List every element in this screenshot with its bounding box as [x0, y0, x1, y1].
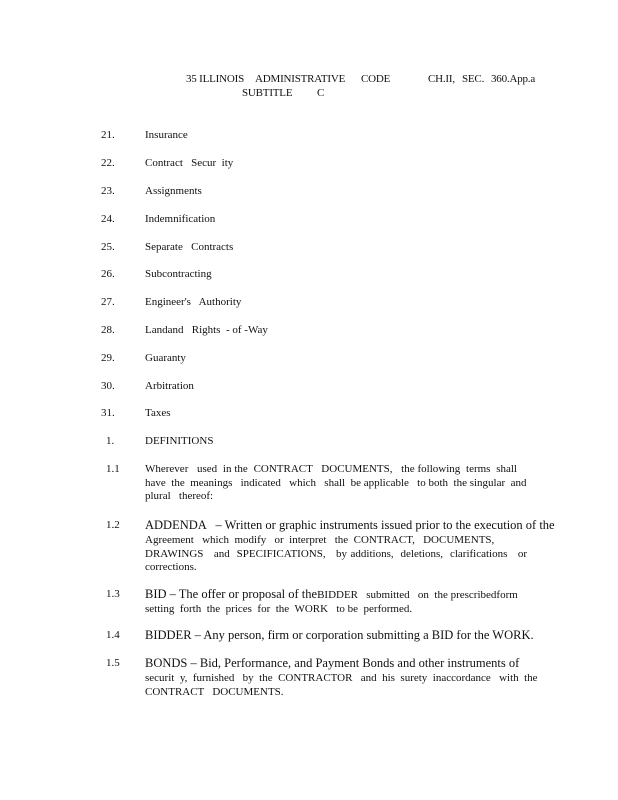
definition-line: setting forth the prices for the WORK to be performed.: [145, 603, 413, 615]
definition-line: DRAWINGS and SPECIFICATIONS, by additions, deletions, clarifications or: [145, 547, 527, 560]
list-item-label: Landand Rights - of -Way: [145, 324, 268, 336]
list-item-label: Engineer's Authority: [145, 296, 242, 308]
list-item-label: Subcontracting: [145, 268, 212, 280]
header-section-number: 360.App.a: [491, 73, 536, 85]
section-number: 1.: [106, 435, 115, 447]
section-title: DEFINITIONS: [145, 435, 214, 447]
definition-text: [145, 463, 537, 504]
definition-line: have the meanings indicated which shall be applicable to both the singular and: [145, 476, 527, 489]
definition-term-line: BONDS – Bid, Performance, and Payment Bonds and other instruments of: [145, 656, 520, 670]
list-item-number: 28.: [101, 324, 115, 336]
list-item-label: Contract Secur ity: [145, 157, 234, 169]
header-sec: SEC.: [462, 73, 485, 85]
definition-number: 1.4: [106, 629, 120, 641]
definition-text: [145, 588, 537, 617]
definition-term: BID – The offer or proposal of the: [145, 587, 318, 601]
list-item-label: Separate Contracts: [145, 241, 234, 253]
header-subtitle: SUBTITLE: [242, 87, 293, 99]
list-item-number: 22.: [101, 157, 115, 169]
list-item-number: 21.: [101, 129, 115, 141]
definition-line: Agreement which modify or interpret the CONTRACT, DOCUMENTS,: [145, 534, 495, 546]
definition-number: 1.3: [106, 588, 120, 600]
definition-line: Wherever used in the CONTRACT DOCUMENTS, the following terms shall: [145, 463, 517, 475]
header-chapter: CH.II,: [428, 73, 455, 85]
list-item-label: Indemnification: [145, 213, 216, 225]
definition-term-line: BIDDER – Any person, firm or corporation submitting a BID for the WORK.: [145, 628, 534, 642]
list-item-label: Insurance: [145, 129, 188, 141]
definition-line: plural thereof:: [145, 490, 214, 502]
list-item-number: 30.: [101, 380, 115, 392]
header-code-title: 35 ILLINOIS: [186, 73, 244, 85]
definition-line: corrections.: [145, 561, 197, 573]
definition-line: securit y, furnished by the CONTRACTOR and his surety inaccordance with the: [145, 672, 538, 684]
list-item-number: 26.: [101, 268, 115, 280]
definition-text: [145, 518, 555, 575]
list-item-label: Assignments: [145, 185, 202, 197]
list-item-number: 29.: [101, 352, 115, 364]
definition-number: 1.2: [106, 519, 120, 531]
definition-text: [145, 629, 537, 644]
header-code: CODE: [361, 73, 391, 85]
definition-number: 1.1: [106, 463, 120, 475]
definition-line: CONTRACT DOCUMENTS.: [145, 685, 284, 698]
list-item-number: 27.: [101, 296, 115, 308]
definition-number: 1.5: [106, 657, 120, 669]
list-item-label: Taxes: [145, 407, 171, 419]
header-administrative: ADMINISTRATIVE: [255, 73, 346, 85]
list-item-number: 31.: [101, 407, 115, 419]
list-item-number: 23.: [101, 185, 115, 197]
list-item-label: Guaranty: [145, 352, 186, 364]
list-item-number: 25.: [101, 241, 115, 253]
definition-term-line: ADDENDA – Written or graphic instruments issued prior to the execution of the: [145, 518, 555, 532]
header-subtitle-letter: C: [317, 87, 325, 99]
definition-text: [145, 657, 537, 699]
list-item-label: Arbitration: [145, 380, 194, 392]
list-item-number: 24.: [101, 213, 115, 225]
definition-term-continuation: BIDDER submitted on the prescribedform: [317, 589, 518, 601]
